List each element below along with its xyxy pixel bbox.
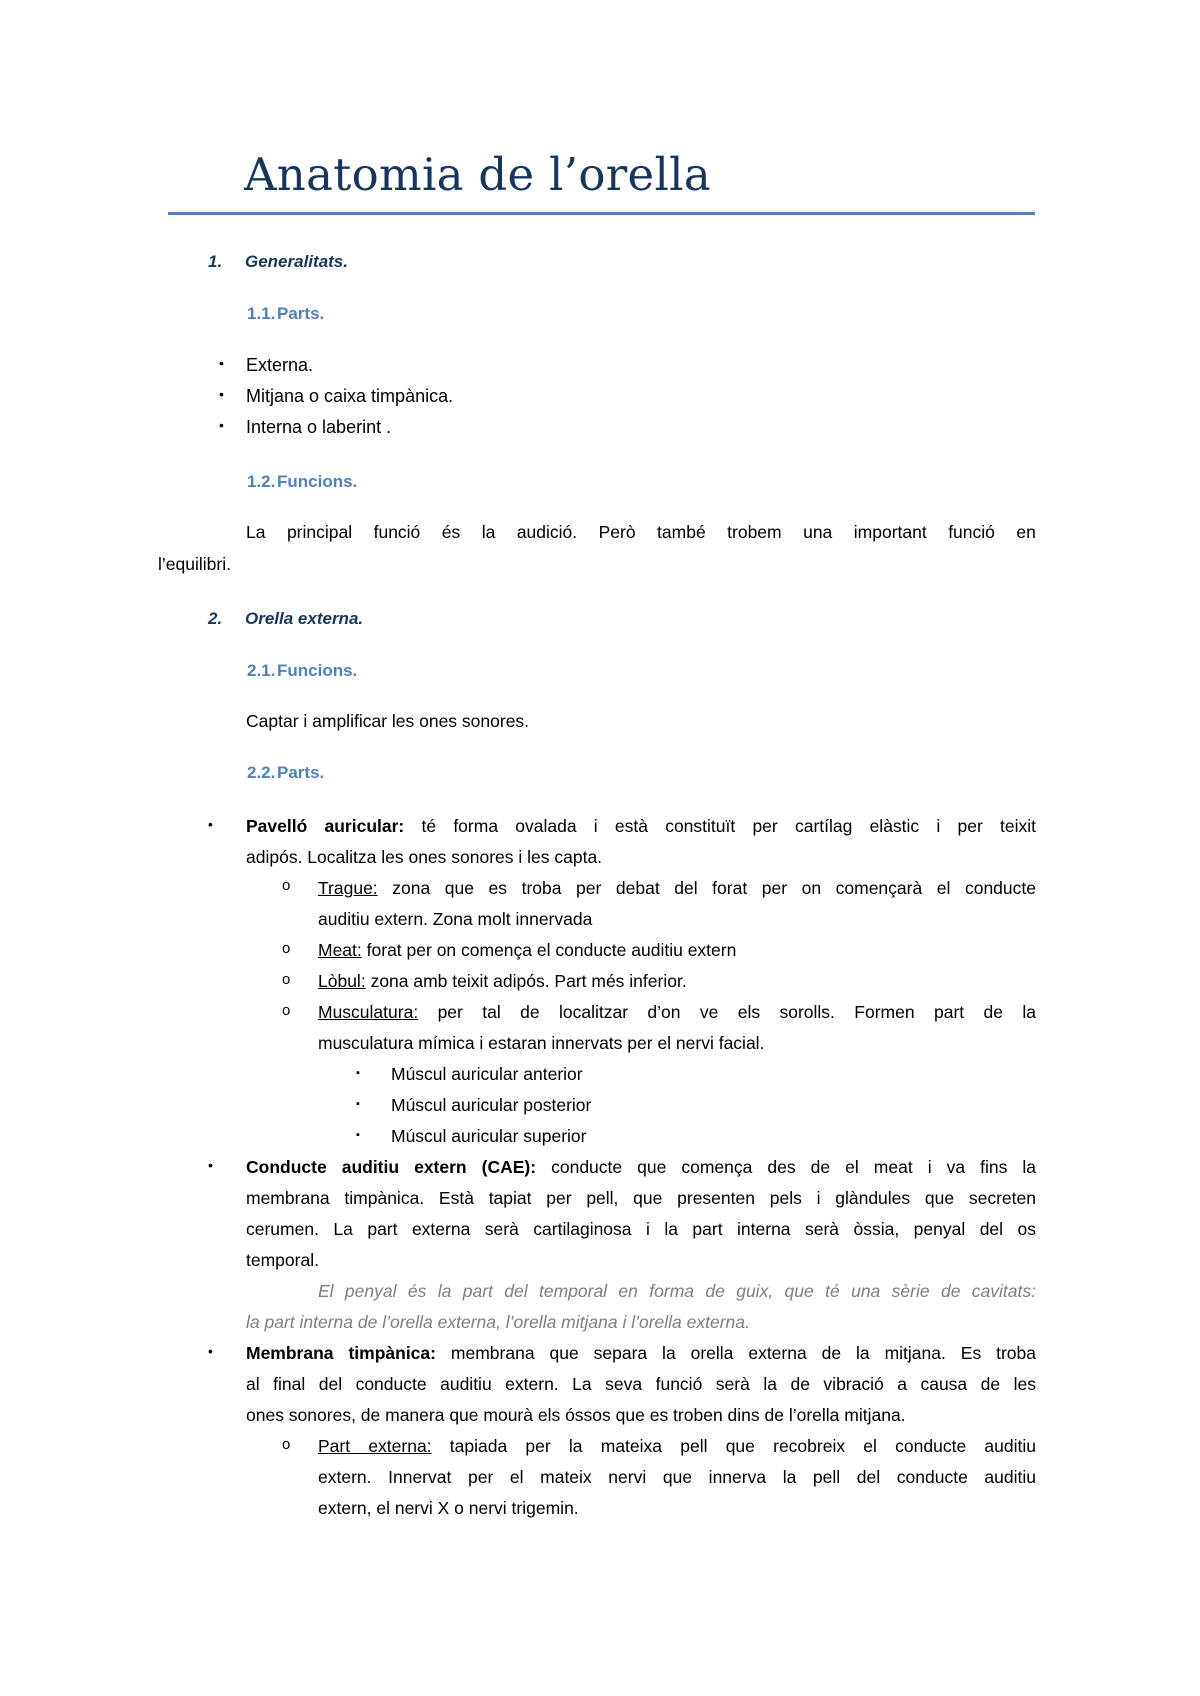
circle-marker: o (282, 971, 291, 988)
subheading-number: 2.1. (247, 661, 276, 680)
paragraph-word: és (441, 522, 461, 542)
list-item: Mitjana o caixa timpànica. (246, 386, 454, 406)
term-membrana: Membrana timpànica: (246, 1343, 436, 1363)
musculatura-line1-text: per tal de localitzar d’on ve els sorolls. Formen part de la (437, 1002, 1036, 1022)
muscle-item: Múscul auricular anterior (391, 1064, 583, 1084)
subheading-text: Funcions. (277, 472, 358, 491)
membrana-line1 (246, 1338, 1036, 1370)
trague-line1 (318, 873, 1036, 905)
musculatura-line2: musculatura mímica i estaran innervats per el nervi facial. (318, 1033, 765, 1053)
subheading-parts-2 (247, 757, 324, 789)
term-meat: Meat: (318, 940, 362, 960)
bullet-marker: • (208, 1343, 213, 1359)
heading-text: Generalitats. (245, 252, 348, 271)
subheading-number: 1.2. (247, 472, 276, 491)
paragraph-word: una (803, 522, 833, 542)
membrana-line1-text: membrana que separa la orella externa de la mitjana. Es troba (450, 1343, 1037, 1363)
list-item: Interna o laberint . (246, 417, 392, 437)
list-item: Externa. (246, 355, 314, 375)
term-trague: Trague: (318, 878, 378, 898)
muscle-item: Múscul auricular superior (391, 1126, 587, 1146)
square-marker: ▪ (356, 1098, 360, 1110)
paragraph-word: La (246, 522, 266, 542)
cae-line1-text: conducte que comença des de el meat i va fins la (551, 1157, 1036, 1177)
funcions-text: Captar i amplificar les ones sonores. (246, 711, 530, 731)
musculatura-line1 (318, 997, 1036, 1029)
page-title: Anatomia de l’orella (244, 148, 711, 201)
circle-marker: o (282, 940, 291, 957)
paragraph-funcions-line2: l’equilibri. (158, 554, 231, 574)
square-marker: ▪ (356, 1129, 360, 1141)
meat-text: forat per on comença el conducte auditiu extern (366, 940, 737, 960)
meat-line (318, 935, 736, 967)
term-part-externa: Part externa: (318, 1436, 432, 1456)
membrana-line2: al final del conducte auditiu extern. La seva funció serà la de vibració a causa de les (246, 1374, 1036, 1394)
muscle-item: Múscul auricular posterior (391, 1095, 592, 1115)
membrana-line3: ones sonores, de manera que mourà els óssos que es troben dins de l’orella mitjana. (246, 1405, 906, 1425)
cae-note-line1: El penyal és la part del temporal en forma de guix, que té una sèrie de cavitats: (318, 1281, 1036, 1301)
term-lobul: Lòbul: (318, 971, 366, 991)
cae-line2: membrana timpànica. Està tapiat per pell, que presenten pels i glàndules que secreten (246, 1188, 1036, 1208)
pavello-line2: adipós. Localitza les ones sonores i les capta. (246, 847, 603, 867)
paragraph-word: la (481, 522, 496, 542)
lobul-text: zona amb teixit adipós. Part més inferior. (370, 971, 687, 991)
trague-line1-text: zona que es troba per debat del forat per on començarà el conducte (392, 878, 1036, 898)
subheading-number: 1.1. (247, 304, 276, 323)
heading-number: 1. (208, 252, 223, 271)
pavello-line1-text: té forma ovalada i està constituït per cartílag elàstic i per teixit (421, 816, 1036, 836)
term-pavello: Pavelló auricular: (246, 816, 405, 836)
subheading-text: Parts. (277, 763, 325, 782)
heading-orella-externa (208, 603, 363, 635)
paragraph-word: principal (286, 522, 353, 542)
trague-line2: auditiu extern. Zona molt innervada (318, 909, 593, 929)
circle-marker: o (282, 877, 291, 894)
term-cae: Conducte auditiu extern (CAE): (246, 1157, 537, 1177)
subheading-funcions-1 (247, 466, 357, 498)
cae-line4: temporal. (246, 1250, 319, 1270)
subheading-text: Parts. (277, 304, 325, 323)
pavello-line1 (246, 811, 1036, 843)
paragraph-word: funció (373, 522, 421, 542)
cae-line3: cerumen. La part externa serà cartilaginosa i la part interna serà òssia, penyal del os (246, 1219, 1036, 1239)
subheading-number: 2.2. (247, 763, 276, 782)
paragraph-word: trobem (727, 522, 782, 542)
paragraph-funcions-line1 (246, 517, 1036, 549)
subheading-text: Funcions. (277, 661, 358, 680)
circle-marker: o (282, 1002, 291, 1019)
subheading-parts-1 (247, 298, 324, 330)
paragraph-word: també (657, 522, 706, 542)
square-marker: ▪ (356, 1067, 360, 1079)
subheading-funcions-2 (247, 655, 357, 687)
part-externa-line1-text: tapiada per la mateixa pell que recobreix el conducte auditiu (449, 1436, 1036, 1456)
bullet-marker: • (219, 355, 224, 371)
paragraph-word: Però (598, 522, 636, 542)
term-musculatura: Musculatura: (318, 1002, 419, 1022)
part-externa-line1 (318, 1431, 1036, 1463)
bullet-marker: • (219, 386, 224, 402)
lobul-line (318, 966, 687, 998)
paragraph-word: audició. (516, 522, 578, 542)
paragraph-word: important (853, 522, 927, 542)
title-underline (168, 212, 1035, 215)
bullet-marker: • (208, 1157, 213, 1173)
heading-text: Orella externa. (245, 609, 364, 628)
bullet-marker: • (208, 816, 213, 832)
part-externa-line3: extern, el nervi X o nervi trigemin. (318, 1498, 579, 1518)
circle-marker: o (282, 1436, 291, 1453)
cae-note-line2: la part interna de l’orella externa, l’orella mitjana i l’orella externa. (246, 1312, 750, 1332)
heading-number: 2. (208, 609, 223, 628)
paragraph-word: funció (948, 522, 995, 542)
cae-line1 (246, 1152, 1036, 1184)
heading-generalitats (208, 246, 348, 278)
part-externa-line2: extern. Innervat per el mateix nervi que innerva la pell del conducte auditiu (318, 1467, 1036, 1487)
paragraph-word: en (1016, 522, 1036, 542)
bullet-marker: • (219, 417, 224, 433)
